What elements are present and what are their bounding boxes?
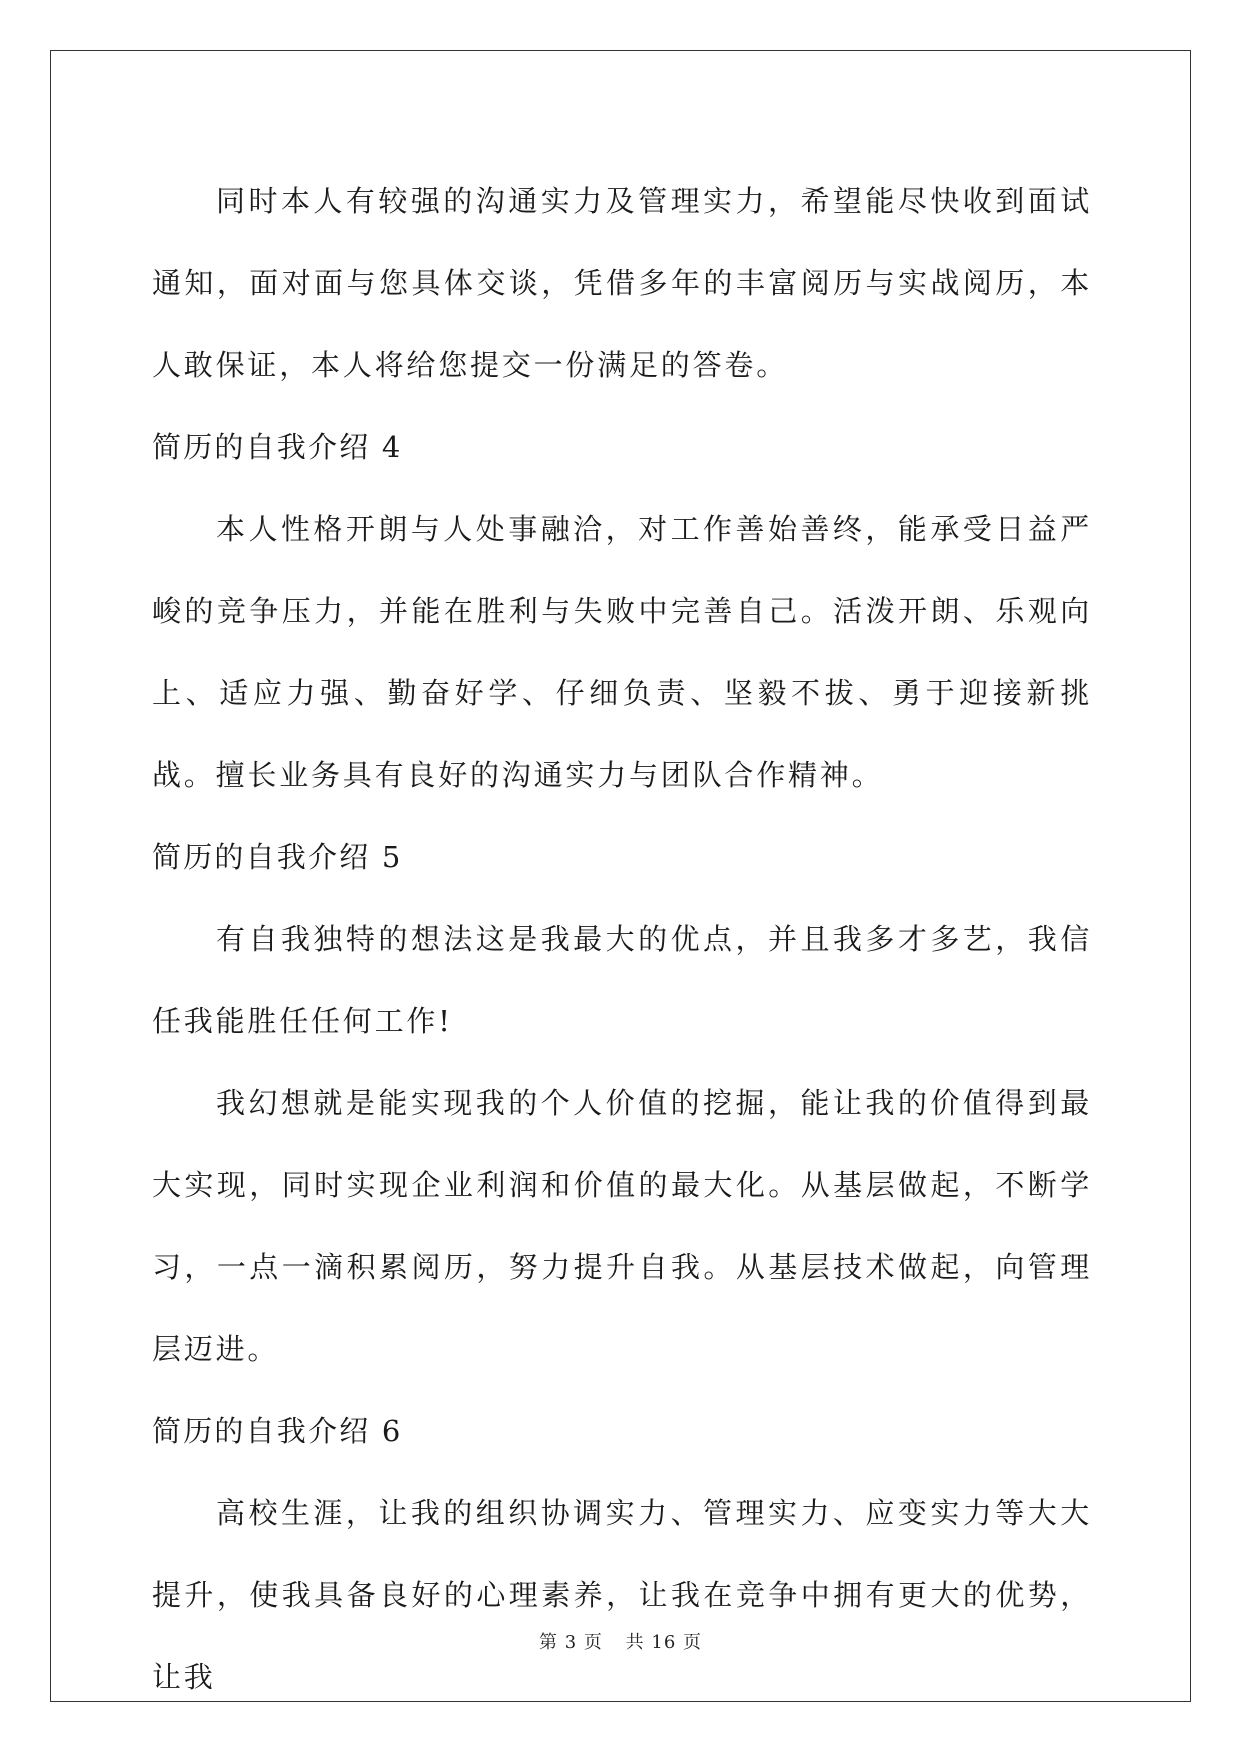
section-heading: 简历的自我介绍 6 [152,1414,403,1448]
section-heading: 简历的自我介绍 4 [152,430,403,464]
paragraph: 高校生涯，让我的组织协调实力、管理实力、应变实力等大大提升，使我具备良好的心理素养，让我在竞争中拥有更大的优势，让我 [152,1496,1092,1694]
page-total: 共 16 页 [625,1632,702,1653]
document-body [152,160,1092,1718]
page-number: 第 3 页 [539,1632,603,1653]
section-heading: 简历的自我介绍 5 [152,840,403,874]
paragraph: 同时本人有较强的沟通实力及管理实力，希望能尽快收到面试通知，面对面与您具体交谈，凭借多年的丰富阅历与实战阅历，本人敢保证，本人将给您提交一份满足的答卷。 [152,184,1092,382]
page-footer [0,1628,1241,1654]
paragraph: 本人性格开朗与人处事融洽，对工作善始善终，能承受日益严峻的竞争压力，并能在胜利与失败中完善自己。活泼开朗、乐观向上、适应力强、勤奋好学、仔细负责、坚毅不拔、勇于迎接新挑战。擅长业务具有良好的沟通实力与团队合作精神。 [152,512,1092,792]
paragraph: 我幻想就是能实现我的个人价值的挖掘，能让我的价值得到最大实现，同时实现企业利润和价值的最大化。从基层做起，不断学习，一点一滴积累阅历，努力提升自我。从基层技术做起，向管理层迈进。 [152,1086,1092,1366]
paragraph: 有自我独特的想法这是我最大的优点，并且我多才多艺，我信任我能胜任任何工作! [152,922,1092,1038]
